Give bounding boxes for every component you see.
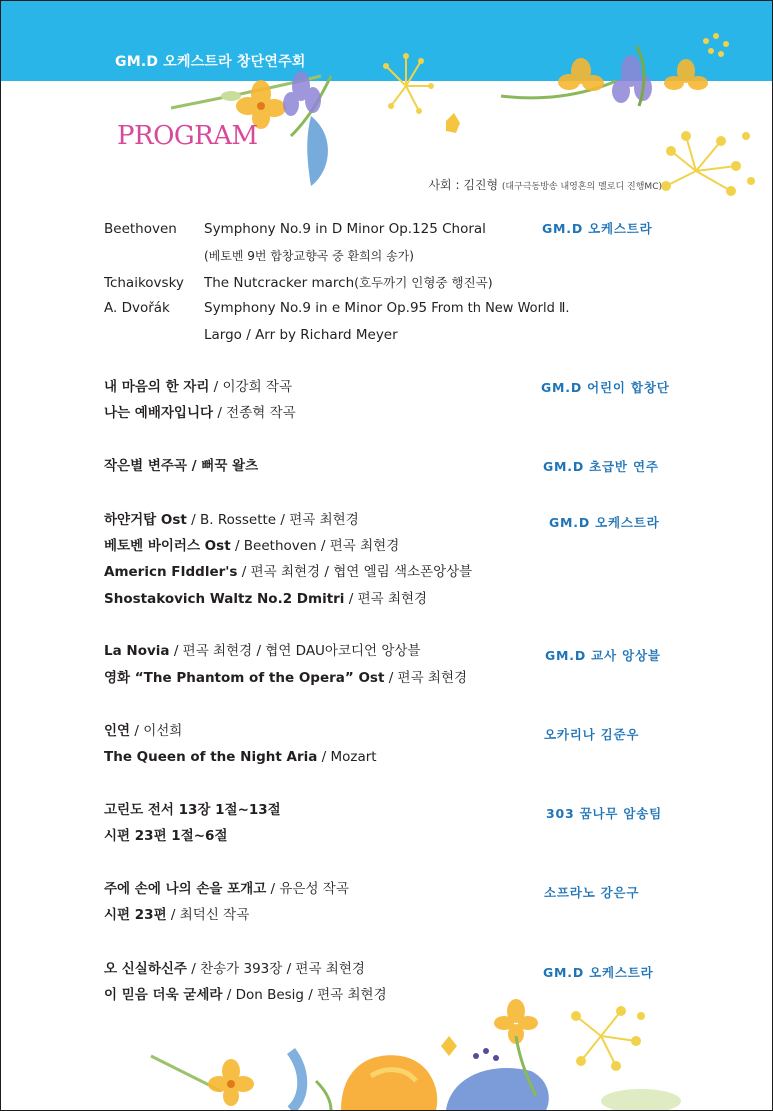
piece-title: 오 신실하신주 bbox=[104, 961, 187, 977]
work-title: Symphony No.9 in D Minor Op.125 Choral bbox=[204, 221, 486, 237]
piece-title: 시편 23편 bbox=[104, 907, 167, 923]
piece-title: 영화 “The Phantom of the Opera” Ost bbox=[104, 670, 385, 686]
work-title: The Nutcracker march bbox=[204, 275, 355, 291]
program-line bbox=[104, 274, 493, 292]
piece-credit: / 찬송가 393장 / 편곡 최현경 bbox=[186, 961, 365, 977]
host-credit bbox=[428, 176, 662, 193]
program-line bbox=[104, 960, 365, 978]
performer-label: GM.D 교사 앙상블 bbox=[545, 648, 661, 663]
piece-title: 인연 bbox=[104, 723, 131, 739]
performer-label: GM.D 초급반 연주 bbox=[543, 459, 659, 474]
composer-name: Beethoven bbox=[104, 221, 177, 237]
composer-name: A. Dvořák bbox=[104, 300, 170, 316]
piece-title: 하얀거탑 Ost bbox=[104, 512, 187, 528]
program-line bbox=[104, 906, 249, 924]
piece-title: 작은별 변주곡 / 뻐꾹 왈츠 bbox=[104, 458, 259, 474]
program-line bbox=[104, 404, 296, 422]
piece-credit: / 편곡 최현경 bbox=[344, 591, 428, 607]
host-name: 김진형 bbox=[463, 178, 499, 192]
piece-credit: / 이강희 작곡 bbox=[209, 379, 293, 395]
piece-title: 나는 예배자입니다 bbox=[104, 405, 214, 421]
program-line bbox=[204, 326, 398, 344]
performer-label: GM.D 오케스트라 bbox=[543, 965, 654, 980]
program-line bbox=[104, 457, 258, 475]
piece-title: 이 믿음 더욱 굳세라 bbox=[104, 987, 223, 1003]
performer-label: 오카리나 김준우 bbox=[544, 727, 640, 742]
piece-title: 베토벤 바이러스 Ost bbox=[104, 538, 231, 554]
work-detail: Largo / Arr by Richard Meyer bbox=[204, 327, 398, 343]
performer-label: GM.D 어린이 합창단 bbox=[541, 380, 670, 395]
event-title: GM.D 오케스트라 창단연주회 bbox=[115, 54, 306, 70]
piece-credit: / Mozart bbox=[317, 749, 377, 765]
piece-credit: / Beethoven / 편곡 최현경 bbox=[230, 538, 400, 554]
program-line bbox=[104, 511, 359, 529]
program-line bbox=[104, 299, 570, 318]
piece-credit: / 전종혁 작곡 bbox=[213, 405, 296, 421]
performer-label: GM.D 오케스트라 bbox=[542, 221, 653, 236]
program-line bbox=[104, 642, 421, 660]
piece-credit: / Don Besig / 편곡 최현경 bbox=[222, 987, 387, 1003]
program-line bbox=[204, 247, 414, 265]
work-subtitle: (호두까기 인형중 행진곡) bbox=[354, 275, 493, 290]
host-note: (대구극동방송 내영혼의 멜로디 진행MC) bbox=[501, 182, 662, 192]
program-line bbox=[104, 590, 427, 608]
piece-credit: / 최덕신 작곡 bbox=[166, 907, 250, 923]
piece-title: 주에 손에 나의 손을 포개고 bbox=[104, 881, 267, 897]
piece-title: Shostakovich Waltz No.2 Dmitri bbox=[104, 591, 345, 607]
program-line bbox=[104, 220, 486, 238]
program-line bbox=[104, 722, 182, 740]
program-heading: PROGRAM bbox=[117, 121, 258, 151]
program-line bbox=[104, 537, 399, 555]
host-label: 사회 : bbox=[428, 178, 464, 192]
work-detail: From th New World Ⅱ. bbox=[427, 301, 570, 316]
program-line bbox=[104, 669, 467, 687]
performer-label: 303 꿈나무 암송팀 bbox=[546, 806, 663, 821]
program-line bbox=[104, 748, 377, 766]
program-line bbox=[104, 563, 472, 581]
work-title: Symphony No.9 in e Minor Op.95 bbox=[204, 300, 428, 316]
program-line bbox=[104, 827, 228, 845]
work-subtitle: (베토벤 9번 합창교향곡 중 환희의 송가) bbox=[204, 249, 414, 263]
program-line bbox=[104, 880, 349, 898]
piece-credit: / 유은성 작곡 bbox=[266, 881, 349, 897]
performer-label: 소프라노 강은구 bbox=[544, 885, 640, 900]
piece-credit: / 편곡 최현경 / 협연 DAU아코디언 앙상블 bbox=[169, 643, 421, 659]
floral-decoration-bottom bbox=[141, 996, 772, 1110]
piece-title: La Novia bbox=[104, 643, 170, 659]
piece-credit: / 편곡 최현경 / 협연 엘림 색소폰앙상블 bbox=[237, 564, 473, 580]
piece-credit: / 편곡 최현경 bbox=[384, 670, 468, 686]
program-line bbox=[104, 378, 292, 396]
piece-title: The Queen of the Night Aria bbox=[104, 749, 318, 765]
performer-label: GM.D 오케스트라 bbox=[549, 515, 660, 530]
piece-title: Americn FIddler's bbox=[104, 564, 238, 580]
piece-title: 내 마음의 한 자리 bbox=[104, 379, 210, 395]
piece-credit: / 이선희 bbox=[130, 723, 183, 739]
piece-credit: / B. Rossette / 편곡 최현경 bbox=[186, 512, 359, 528]
piece-title: 시편 23편 1절~6절 bbox=[104, 828, 228, 844]
piece-title: 고린도 전서 13장 1절~13절 bbox=[104, 802, 281, 818]
composer-name: Tchaikovsky bbox=[104, 275, 184, 291]
program-line bbox=[104, 801, 281, 819]
